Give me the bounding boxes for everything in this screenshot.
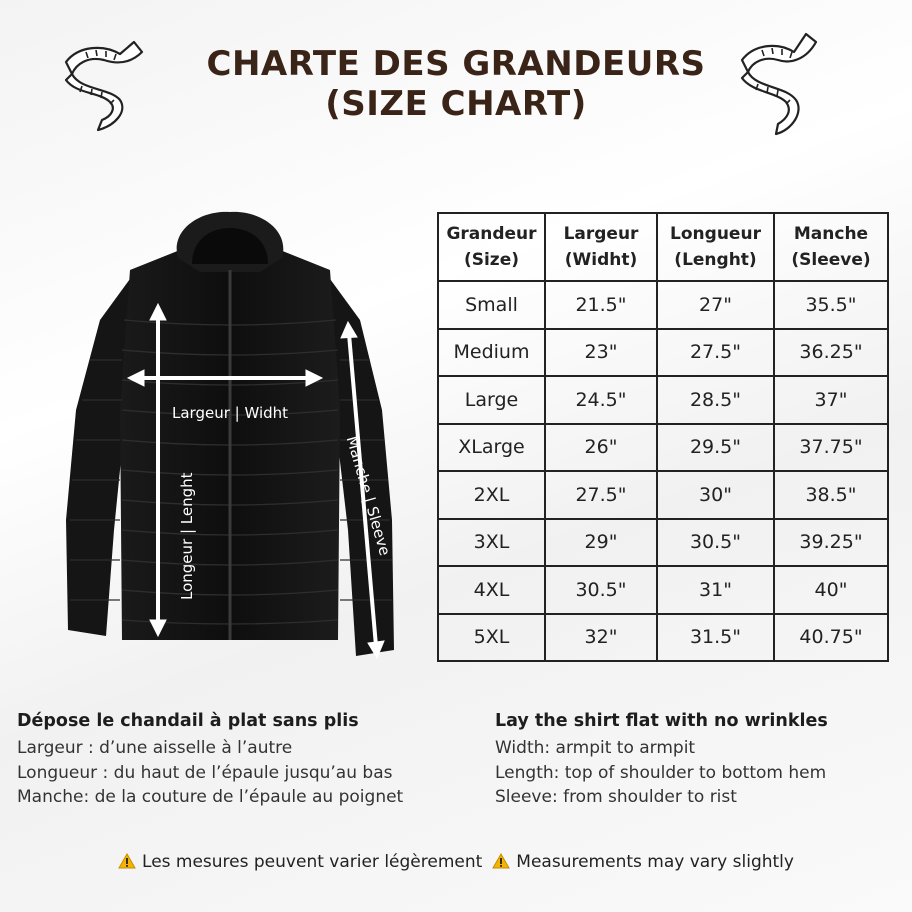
table-row (438, 376, 888, 424)
length-cell: 29.5" (657, 424, 774, 472)
warning-icon (492, 853, 510, 869)
instructions-english (495, 711, 828, 810)
header-size: Grandeur (Size) (438, 213, 545, 281)
instructions-french (17, 711, 403, 810)
title-line-2: (SIZE CHART) (325, 84, 587, 124)
size-cell: 5XL (438, 614, 545, 662)
sleeve-cell: 37" (774, 376, 888, 424)
length-cell: 27" (657, 281, 774, 329)
sleeve-cell: 36.25" (774, 329, 888, 377)
header-width: Largeur (Widht) (545, 213, 657, 281)
table-row (438, 614, 888, 662)
sleeve-cell: 40.75" (774, 614, 888, 662)
table-row (438, 471, 888, 519)
width-cell: 29" (545, 519, 657, 567)
instructions-en-length: Length: top of shoulder to bottom hem (495, 762, 827, 783)
title-line-1: CHARTE DES GRANDEURS (206, 44, 706, 84)
table-row (438, 566, 888, 614)
sleeve-cell: 38.5" (774, 471, 888, 519)
sleeve-cell: 37.75" (774, 424, 888, 472)
sleeve-cell: 40" (774, 566, 888, 614)
size-cell: 3XL (438, 519, 545, 567)
width-cell: 26" (545, 424, 657, 472)
length-cell: 27.5" (657, 329, 774, 377)
width-cell: 30.5" (545, 566, 657, 614)
size-cell: Large (438, 376, 545, 424)
instructions-fr-width: Largeur : d’une aisselle à l’autre (17, 738, 293, 758)
table-row (438, 281, 888, 329)
width-cell: 21.5" (545, 281, 657, 329)
length-cell: 28.5" (657, 376, 774, 424)
instructions-fr-length: Longueur : du haut de l’épaule jusqu’au bas (17, 762, 393, 783)
instructions-en-sleeve: Sleeve: from shoulder to rist (495, 787, 737, 807)
instructions-en-heading: Lay the shirt flat with no wrinkles (495, 711, 828, 731)
warning-icon (118, 853, 136, 869)
instructions-en-width: Width: armpit to armpit (495, 738, 696, 758)
width-cell: 23" (545, 329, 657, 377)
length-cell: 31" (657, 566, 774, 614)
size-cell: 2XL (438, 471, 545, 519)
length-cell: 31.5" (657, 614, 774, 662)
size-chart-table (437, 212, 889, 662)
table-row (438, 519, 888, 567)
length-cell: 30" (657, 471, 774, 519)
disclaimer-en: Measurements may vary slightly (516, 852, 794, 872)
length-cell: 30.5" (657, 519, 774, 567)
disclaimer-fr: Les mesures peuvent varier légèrement (142, 852, 483, 872)
table-row (438, 424, 888, 472)
width-measure-label: Largeur | Widht (172, 404, 289, 422)
width-cell: 27.5" (545, 471, 657, 519)
size-cell: XLarge (438, 424, 545, 472)
size-cell: Medium (438, 329, 545, 377)
width-cell: 24.5" (545, 376, 657, 424)
sleeve-measure-label: Manche | Sleeve (342, 434, 395, 558)
instructions-fr-heading: Dépose le chandail à plat sans plis (17, 711, 359, 731)
header-sleeve: Manche (Sleeve) (774, 213, 888, 281)
size-cell: Small (438, 281, 545, 329)
sleeve-cell: 35.5" (774, 281, 888, 329)
width-cell: 32" (545, 614, 657, 662)
table-header-row (438, 213, 888, 281)
instructions-fr-sleeve: Manche: de la couture de l’épaule au poignet (17, 787, 404, 807)
length-measure-label: Longeur | Lenght (178, 472, 196, 600)
disclaimer-note (0, 852, 912, 872)
size-cell: 4XL (438, 566, 545, 614)
sleeve-cell: 39.25" (774, 519, 888, 567)
header-length: Longueur (Lenght) (657, 213, 774, 281)
table-row (438, 329, 888, 377)
